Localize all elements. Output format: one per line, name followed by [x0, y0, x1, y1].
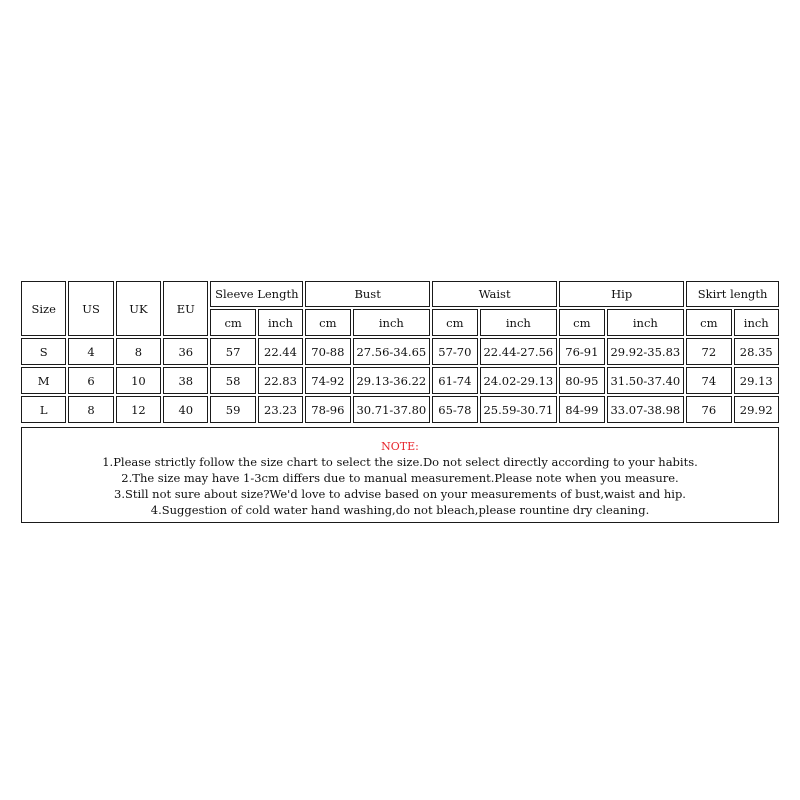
size-chart: [19, 279, 781, 523]
table-cell: 29.13: [734, 367, 779, 394]
table-cell: 28.35: [734, 338, 779, 365]
table-cell: 78-96: [305, 396, 350, 423]
unit-cell: cm: [432, 309, 477, 336]
header-waist: Waist: [432, 281, 557, 307]
table-cell: 70-88: [305, 338, 350, 365]
table-cell: 61-74: [432, 367, 477, 394]
header-hip: Hip: [559, 281, 684, 307]
unit-cell: inch: [353, 309, 431, 336]
header-sleeve-length: Sleeve Length: [210, 281, 303, 307]
table-row: [21, 367, 779, 394]
note-line-1: 1.Please strictly follow the size chart to select the size.Do not select directly according to your habits.: [102, 455, 698, 469]
table-cell: 10: [116, 367, 161, 394]
table-cell: 58: [210, 367, 255, 394]
header-size: Size: [21, 281, 66, 336]
unit-cell: inch: [734, 309, 779, 336]
size-label-cell: S: [21, 338, 66, 365]
table-cell: 80-95: [559, 367, 604, 394]
unit-cell: inch: [480, 309, 558, 336]
unit-cell: inch: [258, 309, 303, 336]
table-cell: 8: [68, 396, 113, 423]
table-cell: 24.02-29.13: [480, 367, 558, 394]
table-cell: 4: [68, 338, 113, 365]
table-cell: 76-91: [559, 338, 604, 365]
table-cell: 65-78: [432, 396, 477, 423]
table-cell: 22.44-27.56: [480, 338, 558, 365]
table-cell: 40: [163, 396, 208, 423]
table-cell: 12: [116, 396, 161, 423]
table-cell: 8: [116, 338, 161, 365]
table-cell: 72: [686, 338, 731, 365]
table-cell: 30.71-37.80: [353, 396, 431, 423]
table-cell: 6: [68, 367, 113, 394]
unit-cell: inch: [607, 309, 685, 336]
unit-cell: cm: [686, 309, 731, 336]
table-cell: 33.07-38.98: [607, 396, 685, 423]
table-cell: 57-70: [432, 338, 477, 365]
table-cell: 29.13-36.22: [353, 367, 431, 394]
table-row: [21, 338, 779, 365]
table-cell: 22.44: [258, 338, 303, 365]
table-cell: 31.50-37.40: [607, 367, 685, 394]
table-cell: 23.23: [258, 396, 303, 423]
header-row: [21, 281, 779, 307]
note-box: [21, 427, 779, 523]
table-body: [21, 338, 779, 423]
table-cell: 22.83: [258, 367, 303, 394]
table-cell: 57: [210, 338, 255, 365]
table-cell: 59: [210, 396, 255, 423]
table-cell: 38: [163, 367, 208, 394]
header-us: US: [68, 281, 113, 336]
table-cell: 36: [163, 338, 208, 365]
header-bust: Bust: [305, 281, 430, 307]
size-label-cell: M: [21, 367, 66, 394]
size-table: [19, 279, 781, 425]
table-cell: 74-92: [305, 367, 350, 394]
table-cell: 27.56-34.65: [353, 338, 431, 365]
header-eu: EU: [163, 281, 208, 336]
note-line-3: 3.Still not sure about size?We'd love to advise based on your measurements of bust,waist and hip.: [114, 487, 686, 501]
header-uk: UK: [116, 281, 161, 336]
header-skirt-length: Skirt length: [686, 281, 779, 307]
unit-cell: cm: [559, 309, 604, 336]
note-line-4: 4.Suggestion of cold water hand washing,do not bleach,please rountine dry cleaning.: [150, 503, 650, 517]
size-label-cell: L: [21, 396, 66, 423]
unit-cell: cm: [210, 309, 255, 336]
table-cell: 29.92-35.83: [607, 338, 685, 365]
note-line-2: 2.The size may have 1-3cm differs due to manual measurement.Please note when you measure.: [121, 471, 679, 485]
table-cell: 25.59-30.71: [480, 396, 558, 423]
table-cell: 84-99: [559, 396, 604, 423]
table-cell: 76: [686, 396, 731, 423]
unit-cell: cm: [305, 309, 350, 336]
note-title: NOTE:: [381, 440, 419, 453]
table-cell: 74: [686, 367, 731, 394]
table-cell: 29.92: [734, 396, 779, 423]
table-row: [21, 396, 779, 423]
